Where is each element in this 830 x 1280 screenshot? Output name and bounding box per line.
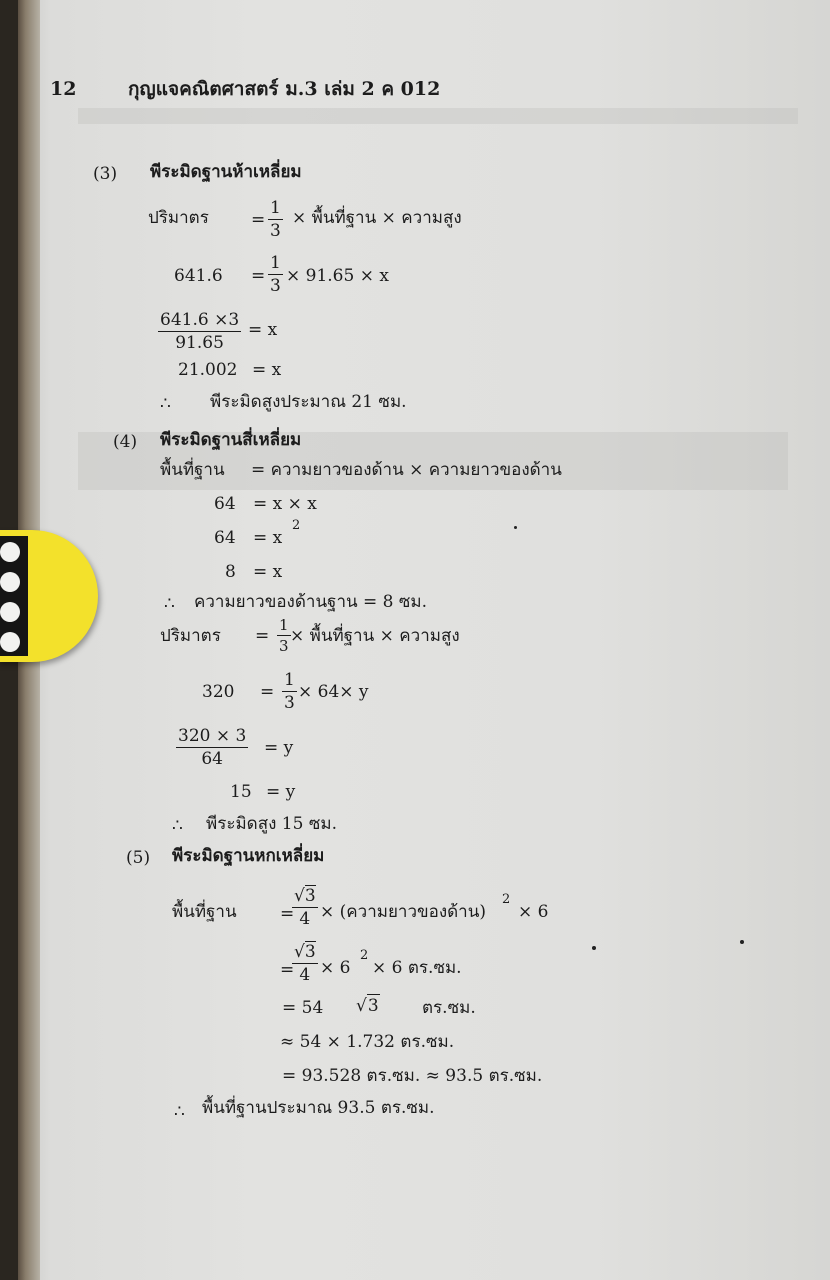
numerator: 1 <box>270 198 281 218</box>
tab-dot <box>0 542 20 562</box>
ink-speck <box>514 526 517 529</box>
volume-label: ปริมาตร <box>160 626 221 646</box>
fraction-one-third <box>268 200 283 240</box>
bleed-through-shade <box>78 108 798 124</box>
denominator: 3 <box>284 693 295 713</box>
radical-sign-icon: √ <box>294 886 305 906</box>
therefore-symbol: ∴ <box>164 594 175 614</box>
section-5-label: (5) <box>126 848 151 868</box>
denominator: 91.65 <box>175 333 224 353</box>
formula-text: × พื้นที่ฐาน × ความสูง <box>292 208 462 228</box>
tab-dot <box>0 632 20 652</box>
value-320: 320 <box>202 682 235 702</box>
radicand: 3 <box>367 996 379 1016</box>
equals: = <box>280 904 295 924</box>
value-8: 8 <box>225 562 236 582</box>
fraction-320x3-over-64 <box>176 728 248 768</box>
section-4-heading: พีระมิดฐานสี่เหลี่ยม <box>160 430 302 450</box>
exponent-2: 2 <box>292 518 301 533</box>
value-15: 15 <box>230 782 252 802</box>
radical-sign-icon: √ <box>356 996 367 1016</box>
equals: = <box>255 626 270 646</box>
section-4-label: (4) <box>113 432 138 452</box>
running-header-title: กุญแจคณิตศาสตร์ ม.3 เล่ม 2 ค 012 <box>128 78 441 100</box>
volume-formula-text: × 64× y <box>298 682 369 702</box>
section-3-heading: พีระมิดฐานห้าเหลี่ยม <box>150 162 302 182</box>
equals-x: = x <box>252 360 282 380</box>
equals: = <box>280 960 295 980</box>
equals: = <box>260 682 275 702</box>
line-2-rest: × 6 ตร.ซม. <box>372 958 462 978</box>
line-3-left: = 54 <box>282 998 324 1018</box>
equals-y: = y <box>266 782 296 802</box>
tab-black-strip <box>0 536 28 656</box>
line-5: = 93.528 ตร.ซม. ≈ 93.5 ตร.ซม. <box>282 1066 543 1086</box>
ink-speck <box>592 946 596 950</box>
section-3-conclusion: พีระมิดสูงประมาณ 21 ซม. <box>210 392 407 412</box>
fraction-root3-over-4 <box>292 888 318 928</box>
value-64: 64 <box>214 528 236 548</box>
equals: = <box>251 266 266 286</box>
fraction-641-6x3-over-91-65 <box>158 312 241 352</box>
value-641-6: 641.6 <box>174 266 223 286</box>
denominator: 3 <box>279 637 289 655</box>
denominator: 3 <box>270 221 281 241</box>
line-4: ≈ 54 × 1.732 ตร.ซม. <box>280 1032 455 1052</box>
ink-speck <box>740 940 744 944</box>
section-5-conclusion: พื้นที่ฐานประมาณ 93.5 ตร.ซม. <box>202 1098 435 1118</box>
radical-sign-icon: √ <box>294 942 305 962</box>
base-area-formula: = ความยาวของด้าน × ความยาวของด้าน <box>251 460 562 480</box>
numerator: 320 × 3 <box>178 726 247 746</box>
section-5-heading: พีระมิดฐานหกเหลี่ยม <box>172 846 325 866</box>
denominator: 3 <box>270 276 281 296</box>
numerator: 641.6 ×3 <box>160 310 240 330</box>
tab-dot <box>0 572 20 592</box>
numerator: 1 <box>279 616 289 634</box>
fraction-one-third <box>282 672 297 712</box>
radicand: 3 <box>304 886 316 906</box>
fraction-one-third <box>268 255 283 295</box>
equation-right: = x × x <box>253 494 317 514</box>
section-4-conclusion: พีระมิดสูง 15 ซม. <box>206 814 337 834</box>
denominator: 64 <box>201 749 223 769</box>
formula-text: × (ความยาวของด้าน) <box>320 902 486 922</box>
fraction-one-third <box>277 618 291 654</box>
therefore-symbol: ∴ <box>174 1102 185 1122</box>
sqrt-3 <box>356 998 380 1015</box>
sqrt-3 <box>292 888 318 908</box>
exponent-2: 2 <box>360 948 369 963</box>
page-number: 12 <box>50 78 77 100</box>
base-area-label: พื้นที่ฐาน <box>160 460 225 480</box>
exponent-2: 2 <box>502 892 511 907</box>
denominator: 4 <box>299 909 311 929</box>
equals-x: = x <box>248 320 278 340</box>
base-area-label: พื้นที่ฐาน <box>172 902 237 922</box>
unit-sq-cm: ตร.ซม. <box>422 998 476 1018</box>
volume-label: ปริมาตร <box>148 208 209 228</box>
equation-right: = x <box>253 528 283 548</box>
times-6-squared: × 6 <box>320 958 351 978</box>
value-21-002: 21.002 <box>178 360 238 380</box>
book-page <box>18 0 830 1280</box>
value-64: 64 <box>214 494 236 514</box>
radicand: 3 <box>304 942 316 962</box>
equals-y: = y <box>264 738 294 758</box>
numerator: 1 <box>270 253 281 273</box>
volume-formula-text: × พื้นที่ฐาน × ความสูง <box>290 626 460 646</box>
numerator: 1 <box>284 670 295 690</box>
times-6: × 6 <box>518 902 549 922</box>
equals: = <box>251 210 266 230</box>
section-3-label: (3) <box>93 164 118 184</box>
tab-dot <box>0 602 20 622</box>
side-length-conclusion: ความยาวของด้านฐาน = 8 ซม. <box>194 592 428 612</box>
therefore-symbol: ∴ <box>172 816 183 836</box>
therefore-symbol: ∴ <box>160 394 171 414</box>
equation-right: = x <box>253 562 283 582</box>
formula-text: × 91.65 × x <box>286 266 389 286</box>
sqrt-3 <box>292 944 318 964</box>
denominator: 4 <box>299 965 311 985</box>
fraction-root3-over-4 <box>292 944 318 984</box>
